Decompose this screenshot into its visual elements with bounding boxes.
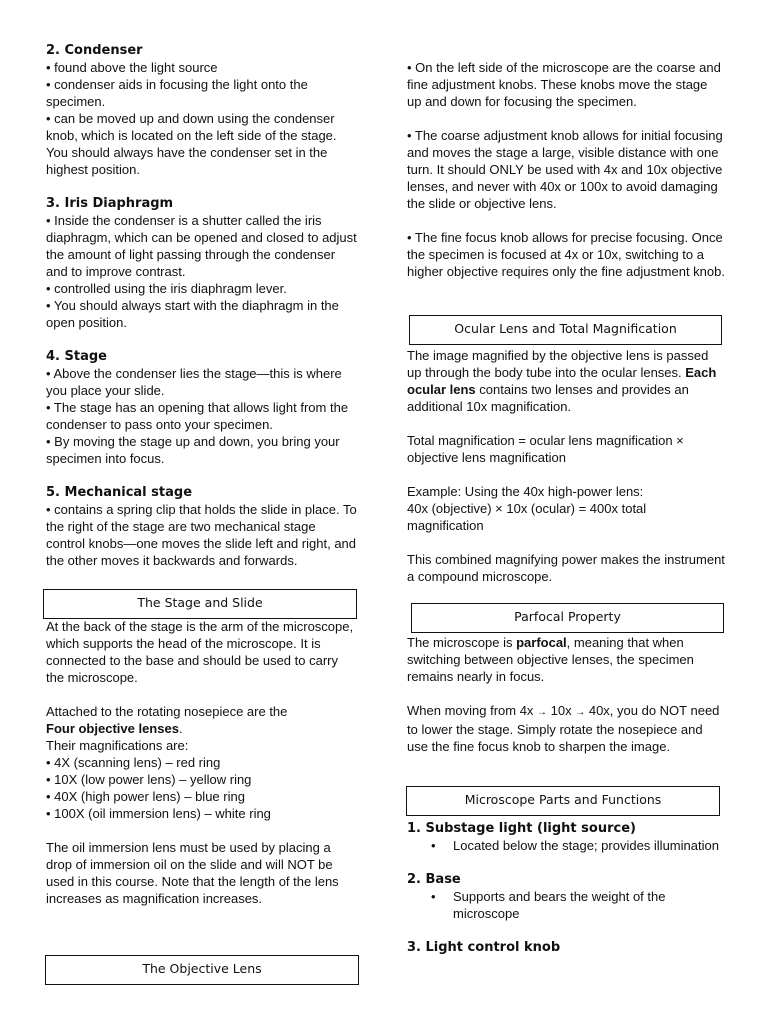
condenser-line: • condenser aids in focusing the light onto the specimen. bbox=[46, 77, 308, 109]
stage-heading: 4. Stage bbox=[46, 349, 107, 364]
adjustment-knobs-text: • On the left side of the microscope are the coarse and fine adjustment knobs. These knobs move the stage up and down for focusing the specimen. bbox=[407, 60, 721, 109]
arm-text: At the back of the stage is the arm of the microscope, which supports the head of the microscope. It is connected to the base and should be used to carry the microscope. bbox=[46, 619, 354, 685]
stage-line: • The stage has an opening that allows light from the condenser to pass onto your specimen. bbox=[46, 400, 349, 432]
moving-text bbox=[407, 702, 725, 755]
objective-lens-title: The Objective Lens bbox=[142, 961, 262, 976]
lens-list-item: • 40X (high power lens) – blue ring bbox=[46, 789, 245, 804]
part-heading: 3. Light control knob bbox=[407, 940, 561, 955]
arrow-icon: → bbox=[575, 707, 586, 718]
parfocal-pre: The microscope is bbox=[407, 635, 517, 650]
moving-post: 40x, you do NOT need to lower the stage. Simply rotate the nosepiece and use the fine focus knob to sharpen the image. bbox=[407, 703, 720, 754]
parfocal-bold: parfocal bbox=[516, 635, 567, 650]
fine-knob-text: • The fine focus knob allows for precise focusing. Once the specimen is focused at 4x or 10x, switching to a higher objective requires only the fine adjustment knob. bbox=[407, 230, 725, 279]
stage-and-slide-box bbox=[43, 589, 357, 619]
iris-heading: 3. Iris Diaphragm bbox=[46, 196, 174, 211]
stage-slide-section bbox=[46, 618, 358, 907]
ocular-lens-title: Ocular Lens and Total Magnification bbox=[454, 321, 677, 336]
part-heading: 1. Substage light (light source) bbox=[407, 821, 636, 836]
part-bullet: • Supports and bears the weight of the microscope bbox=[453, 888, 725, 922]
parts-section bbox=[407, 820, 725, 956]
ocular-lens-box bbox=[409, 315, 722, 345]
moving-mid: 10x bbox=[547, 703, 576, 718]
stage-line: • Above the condenser lies the stage—this is where you place your slide. bbox=[46, 366, 342, 398]
stage-and-slide-title: The Stage and Slide bbox=[137, 595, 263, 610]
parfocal-box bbox=[411, 603, 724, 633]
iris-line: • You should always start with the diaphragm in the open position. bbox=[46, 298, 339, 330]
total-magnification-text: Total magnification = ocular lens magnification × objective lens magnification bbox=[407, 433, 684, 465]
ocular-section bbox=[407, 347, 725, 585]
part-bullet: • Located below the stage; provides illumination bbox=[453, 837, 725, 854]
arrow-icon: → bbox=[537, 707, 548, 718]
mechanical-stage-line: • contains a spring clip that holds the slide in place. To the right of the stage are two mechanical stage control knobs—one moves the slide left and right, and the other moves it backwards and forwards. bbox=[46, 502, 357, 568]
ocular-text-1: The image magnified by the objective lens is passed up through the body tube into the ocular lenses. bbox=[407, 348, 709, 380]
condenser-heading: 2. Condenser bbox=[46, 43, 143, 58]
parfocal-section bbox=[407, 634, 725, 755]
lens-list-item: • 10X (low power lens) – yellow ring bbox=[46, 772, 252, 787]
oil-immersion-text: The oil immersion lens must be used by placing a drop of immersion oil on the slide and will NOT be used in this course. Note that the length of the lens increases as magnification increases. bbox=[46, 840, 339, 906]
parfocal-post: , meaning that when switching between objective lenses, the specimen remains nearly in focus. bbox=[407, 635, 694, 684]
mechanical-stage-heading: 5. Mechanical stage bbox=[46, 485, 193, 500]
part-bullet-list bbox=[407, 837, 725, 854]
lens-list-item: • 4X (scanning lens) – red ring bbox=[46, 755, 221, 770]
iris-line: • controlled using the iris diaphragm lever. bbox=[46, 281, 287, 296]
parts-functions-box bbox=[406, 786, 720, 816]
part-heading: 2. Base bbox=[407, 872, 461, 887]
condenser-line: • can be moved up and down using the condenser knob, which is located on the left side of the stage. You should always have the condenser set in the highest position. bbox=[46, 111, 337, 177]
objective-lens-box bbox=[45, 955, 359, 985]
ocular-text bbox=[407, 347, 725, 415]
four-lenses-bold: Four objective lenses bbox=[46, 721, 179, 736]
magnifications-intro: Their magnifications are: bbox=[46, 738, 189, 753]
parfocal-text bbox=[407, 634, 725, 685]
parts-functions-title: Microscope Parts and Functions bbox=[464, 792, 662, 807]
right-top-section bbox=[407, 59, 725, 280]
compound-text: This combined magnifying power makes the instrument a compound microscope. bbox=[407, 552, 725, 584]
parfocal-title: Parfocal Property bbox=[514, 609, 621, 624]
ocular-bold: Each ocular lens bbox=[407, 365, 717, 397]
part-bullet-list bbox=[407, 888, 725, 922]
nosepiece-text: Attached to the rotating nosepiece are the bbox=[46, 704, 288, 719]
iris-line: • Inside the condenser is a shutter called the iris diaphragm, which can be opened and closed to adjust the amount of light passing through the condenser and to improve contrast. bbox=[46, 213, 357, 279]
condenser-line: • found above the light source bbox=[46, 60, 218, 75]
four-lenses-period: . bbox=[178, 721, 183, 736]
stage-line: • By moving the stage up and down, you bring your specimen into focus. bbox=[46, 434, 340, 466]
example-line: 40x (objective) × 10x (ocular) = 400x total magnification bbox=[407, 501, 647, 533]
four-lenses-line bbox=[46, 720, 358, 737]
moving-pre: When moving from 4x bbox=[407, 703, 538, 718]
ocular-text-2: contains two lenses and provides an additional 10x magnification. bbox=[407, 382, 689, 414]
left-column bbox=[46, 42, 358, 569]
example-line: Example: Using the 40x high-power lens: bbox=[407, 484, 644, 499]
lens-list-item: • 100X (oil immersion lens) – white ring bbox=[46, 806, 271, 821]
coarse-knob-text: • The coarse adjustment knob allows for initial focusing and moves the stage a large, visible distance with one turn. It should ONLY be used with 4x and 10x objective lenses, and never with 40x or 100x to avoid damaging the slide or objective lens. bbox=[407, 128, 723, 211]
